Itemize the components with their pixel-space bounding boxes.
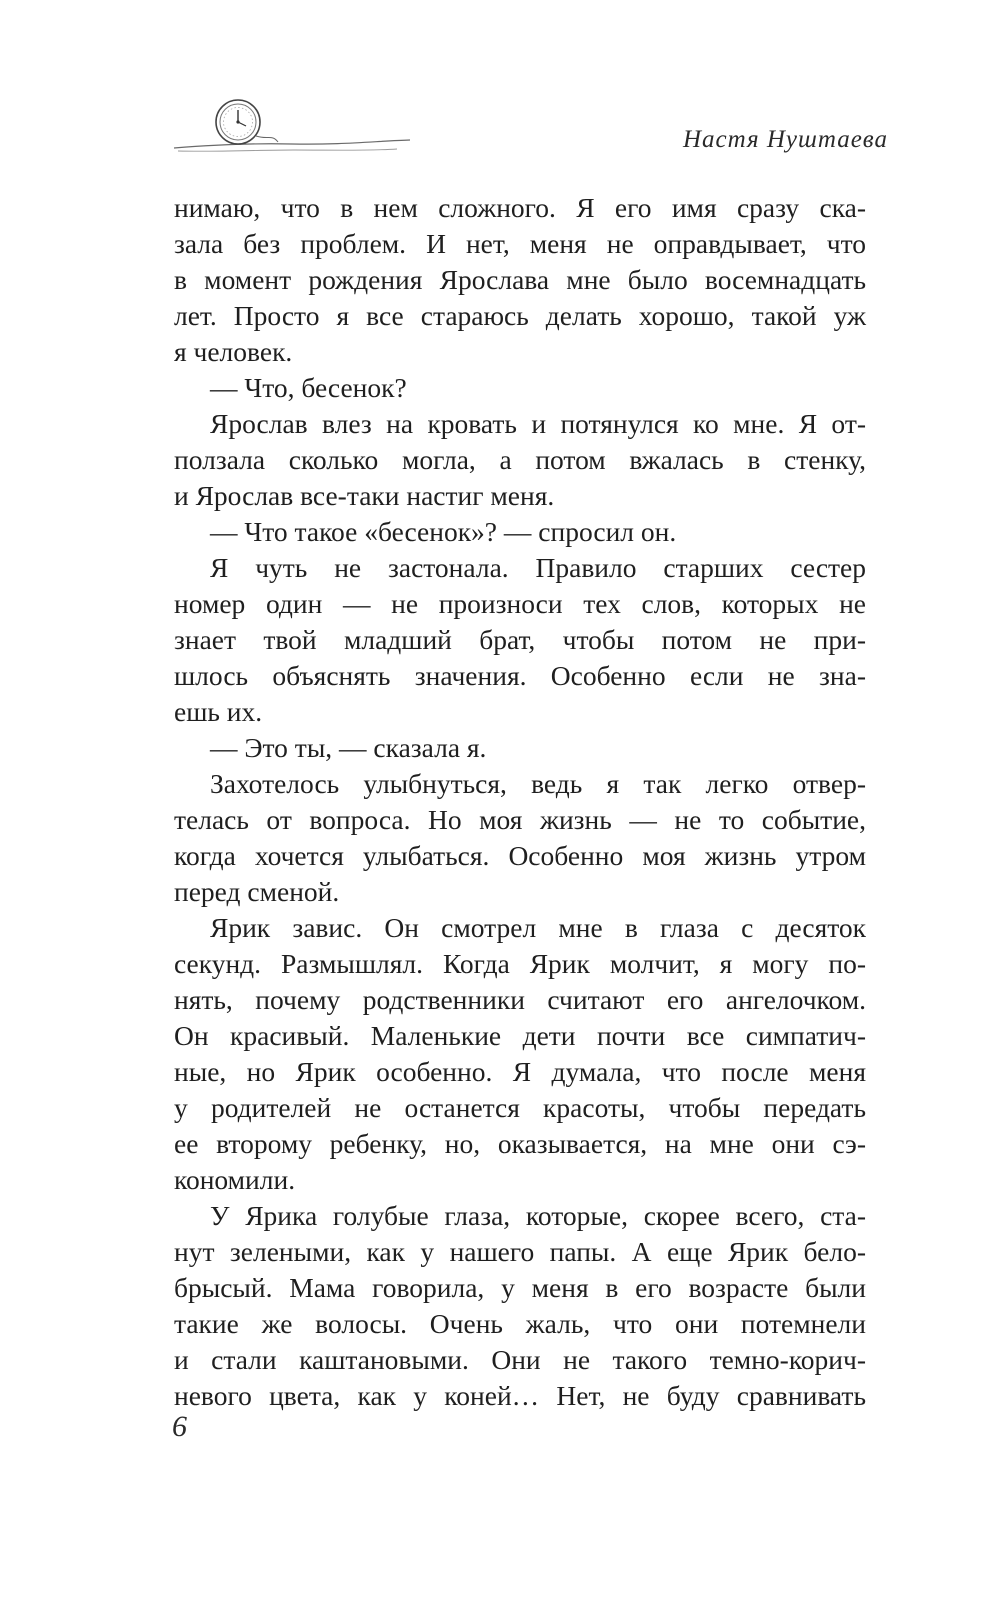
text-line: Ярослав влез на кровать и потянулся ко мне. Я от-: [210, 408, 866, 439]
text-line: брысый. Мама говорила, у меня в его возрасте были: [174, 1272, 866, 1303]
text-line: зала без проблем. И нет, меня не оправдывает, что: [174, 228, 866, 259]
text-line: номер один — не произноси тех слов, которых не: [174, 588, 866, 619]
text-line: и Ярослав все-таки настиг меня.: [174, 480, 555, 511]
running-header-author: Настя Нуштаева: [682, 126, 888, 153]
text-line: ешь их.: [174, 696, 263, 727]
text-line: У Ярика голубые глаза, которые, скорее всего, ста-: [210, 1200, 866, 1231]
text-line: телась от вопроса. Но моя жизнь — не то событие,: [174, 804, 866, 835]
running-header: [0, 0, 1000, 170]
page-number: 6: [172, 1410, 187, 1443]
text-line: нут зелеными, как у нашего папы. А еще Ярик бело-: [174, 1236, 866, 1267]
text-line: Я чуть не застонала. Правило старших сестер: [210, 552, 866, 583]
body-text: [174, 190, 866, 1414]
text-line: знает твой младший брат, чтобы потом не при-: [174, 624, 866, 655]
text-line: у родителей не останется красоты, чтобы передать: [174, 1092, 866, 1123]
text-line: Он красивый. Маленькие дети почти все симпатич-: [174, 1020, 866, 1051]
text-line: нять, почему родственники считают его ангелочком.: [174, 984, 866, 1015]
text-line: нимаю, что в нем сложного. Я его имя сразу ска-: [174, 192, 866, 223]
text-line: — Это ты, — сказала я.: [210, 732, 487, 763]
text-line: секунд. Размышлял. Когда Ярик молчит, я могу по-: [174, 948, 866, 979]
text-line: шлось объяснять значения. Особенно если не зна-: [174, 660, 866, 691]
text-line: кономили.: [174, 1164, 296, 1195]
text-line: ползала сколько могла, а потом вжалась в стенку,: [174, 444, 866, 475]
text-line: невого цвета, как у коней… Нет, не буду сравнивать: [174, 1380, 866, 1411]
text-line: Захотелось улыбнуться, ведь я так легко отвер-: [210, 768, 866, 799]
text-line: лет. Просто я все стараюсь делать хорошо, такой уж: [174, 300, 866, 331]
text-line: — Что такое «бесенок»? — спросил он.: [210, 516, 677, 547]
text-line: — Что, бесенок?: [210, 372, 407, 403]
text-line: перед сменой.: [174, 876, 340, 907]
text-line: я человек.: [174, 336, 293, 367]
pocket-watch-icon: [172, 96, 412, 162]
text-line: Ярик завис. Он смотрел мне в глаза с десяток: [210, 912, 866, 943]
text-line: и стали каштановыми. Они не такого темно-корич-: [174, 1344, 866, 1375]
text-line: такие же волосы. Очень жаль, что они потемнели: [174, 1308, 866, 1339]
text-line: ные, но Ярик особенно. Я думала, что после меня: [174, 1056, 866, 1087]
text-line: в момент рождения Ярослава мне было восемнадцать: [174, 264, 866, 295]
text-line: ее второму ребенку, но, оказывается, на мне они сэ-: [174, 1128, 866, 1159]
text-line: когда хочется улыбаться. Особенно моя жизнь утром: [174, 840, 866, 871]
